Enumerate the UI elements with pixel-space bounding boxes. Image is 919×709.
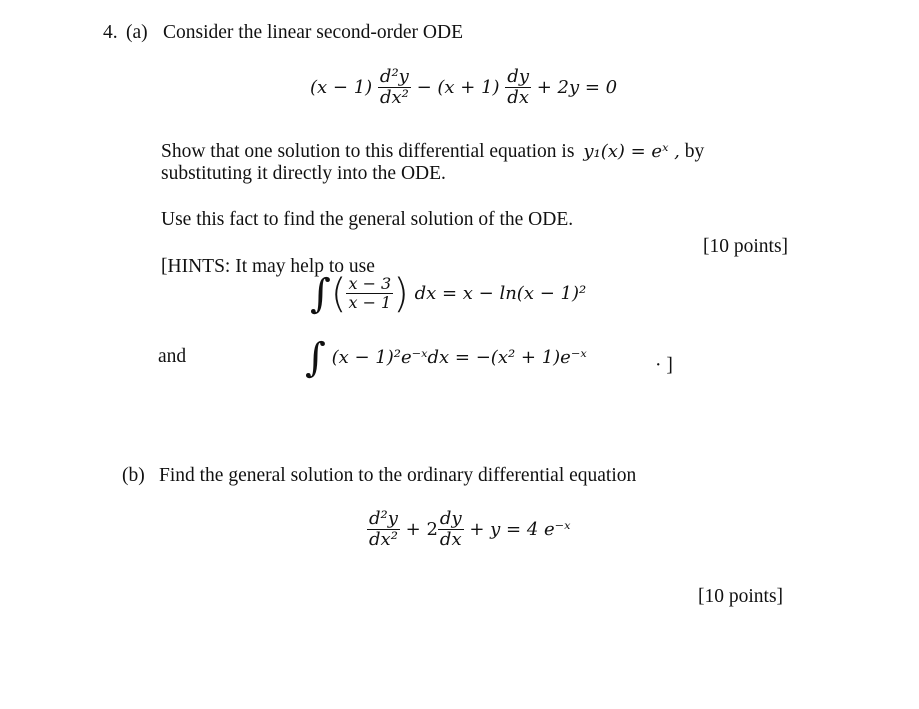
integral-sign-1: ∫: [310, 271, 331, 317]
hint-1-integral: [310, 271, 587, 317]
ode-a-d2y-den: dx²: [378, 87, 411, 108]
hint-2-integral: [305, 335, 587, 381]
hint-1-num: x − 3: [348, 274, 392, 294]
hint-2-body: (x − 1)²e⁻ˣdx = −(x² + 1)e⁻ˣ: [331, 347, 587, 368]
ode-a-dy-den: dx: [505, 87, 531, 108]
ode-a-tail: + 2y = 0: [536, 76, 618, 98]
ode-a-d2y-num: d²y: [379, 66, 409, 87]
part-a-points: [10 points]: [703, 236, 789, 257]
part-b-points: [10 points]: [698, 586, 784, 607]
right-paren: ): [393, 271, 409, 317]
ode-a-dy-num: dy: [507, 66, 529, 87]
ode-b: [367, 510, 571, 550]
ode-b-dy-num: dy: [439, 508, 462, 529]
left-paren: (: [330, 271, 347, 317]
ode-b-dy-fraction: [438, 510, 464, 550]
show-line-2: substituting it directly into the ODE.: [161, 163, 446, 184]
ode-a-dy-fraction: [505, 68, 531, 108]
show-line-1-math: y₁(x) = eˣ ,: [583, 141, 680, 162]
ode-a-mid: − (x + 1): [416, 76, 500, 98]
ode-a-lead: (x − 1): [310, 76, 373, 98]
hints-close: · ]: [655, 355, 673, 376]
hint-1-den: x − 1: [348, 293, 392, 313]
ode-a: [310, 68, 617, 108]
part-b-intro: Find the general solution to the ordinary differential equation: [159, 465, 637, 486]
and-label: and: [158, 346, 187, 367]
ode-b-d2y-fraction: [367, 510, 400, 550]
question-number: 4.: [103, 22, 118, 43]
part-b-label: (b): [122, 465, 145, 486]
integral-sign-2: ∫: [305, 335, 326, 381]
ode-b-mid: + 2: [405, 518, 438, 540]
part-a-intro: Consider the linear second-order ODE: [163, 22, 463, 43]
ode-a-d2y-fraction: [378, 68, 411, 108]
ode-b-dy-den: dx: [438, 529, 464, 550]
use-fact-text: Use this fact to find the general solution of the ODE.: [161, 209, 574, 230]
ode-b-d2y-num: d²y: [369, 508, 398, 529]
hint-1-rhs: dx = x − ln(x − 1)²: [414, 283, 587, 304]
show-line-1-post: by: [684, 141, 705, 162]
part-a-label: (a): [126, 22, 148, 43]
show-line-1: [161, 141, 704, 163]
ode-b-d2y-den: dx²: [367, 529, 400, 550]
hints-label: [HINTS: It may help to use: [161, 256, 375, 277]
show-line-1-pre: Show that one solution to this differential equation is: [161, 141, 575, 162]
hint-1-fraction: [346, 276, 393, 311]
ode-b-tail: + y = 4 e⁻ˣ: [469, 518, 571, 540]
